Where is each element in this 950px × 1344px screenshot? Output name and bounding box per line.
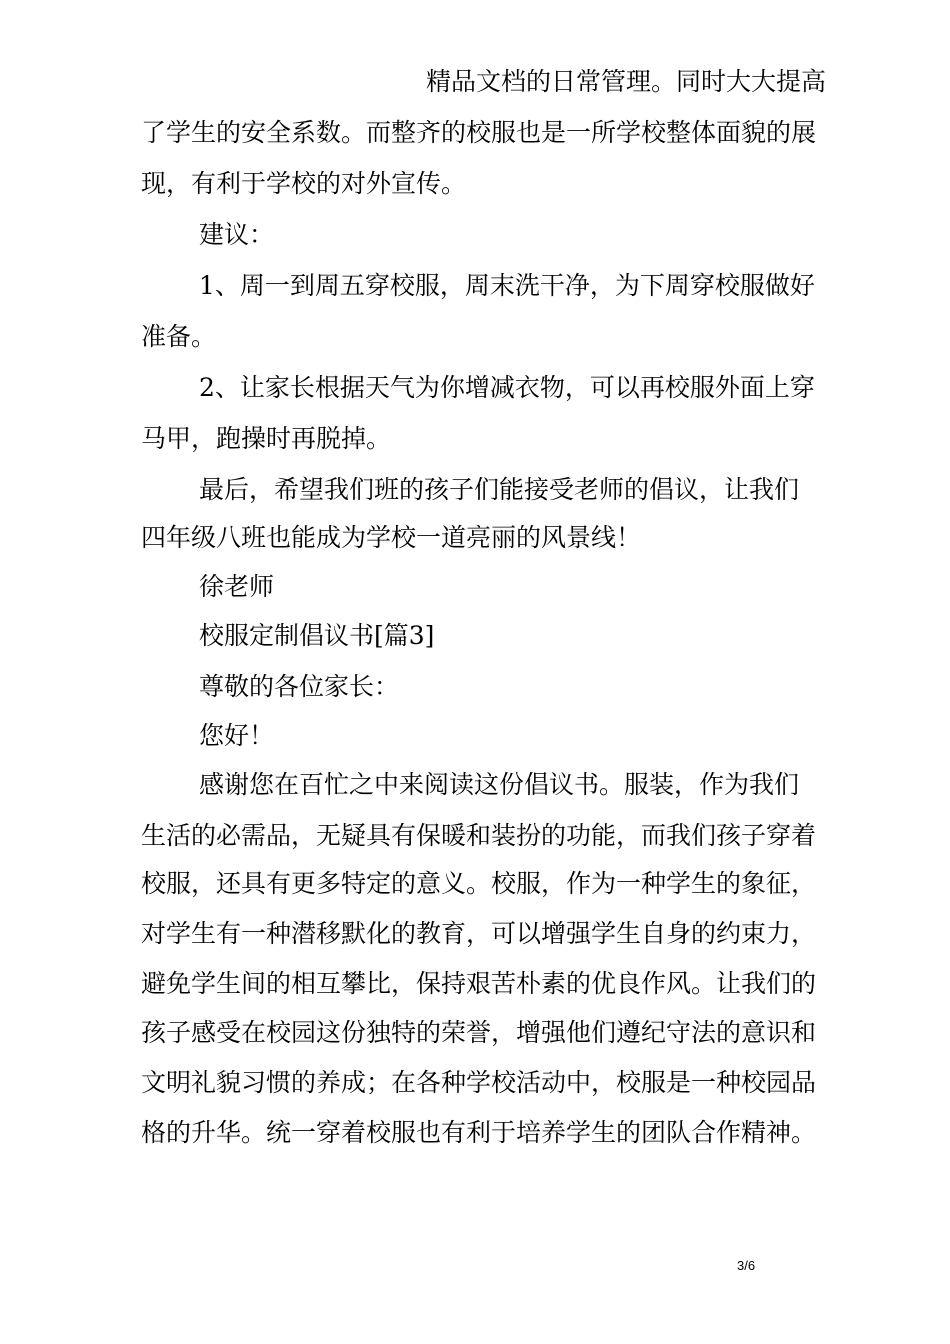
greeting: 您好！	[199, 721, 275, 750]
text-line: 四年级八班也能成为学校一道亮丽的风景线！	[141, 523, 642, 552]
text-line: 孩子感受在校园这份独特的荣誉，增强他们遵纪守法的意识和	[141, 1018, 817, 1047]
text-line: 文明礼貌习惯的养成；在各种学校活动中，校服是一种校园品	[141, 1068, 817, 1097]
text-line: 了学生的安全系数。而整齐的校服也是一所学校整体面貌的展	[141, 118, 817, 147]
text-line: 2、让家长根据天气为你增减衣物，可以再校服外面上穿	[199, 373, 815, 402]
text-line: 准备。	[141, 322, 217, 351]
text-line: 1、周一到周五穿校服，周末洗干净，为下周穿校服做好	[199, 271, 815, 300]
text-line: 马甲，跑操时再脱掉。	[141, 424, 392, 453]
text-line: 对学生有一种潜移默化的教育，可以增强学生自身的约束力，	[141, 919, 817, 948]
section-heading: 建议：	[199, 220, 275, 249]
text-line: 生活的必需品，无疑具有保暖和装扮的功能，而我们孩子穿着	[141, 821, 817, 850]
page-number: 3/6	[737, 1258, 756, 1273]
salutation: 尊敬的各位家长：	[199, 672, 400, 701]
text-line: 避免学生间的相互攀比，保持艰苦朴素的优良作风。让我们的	[141, 969, 817, 998]
text-line: 现，有利于学校的对外宣传。	[141, 169, 467, 198]
text-line: 格的升华。统一穿着校服也有利于培养学生的团队合作精神。	[141, 1118, 817, 1147]
text-line: 精品文档的日常管理。同时大大提高	[426, 67, 827, 96]
signature: 徐老师	[199, 572, 275, 601]
section-title: 校服定制倡议书[篇3]	[199, 621, 435, 650]
text-line: 感谢您在百忙之中来阅读这份倡议书。服装，作为我们	[199, 770, 800, 799]
text-line: 校服，还具有更多特定的意义。校服，作为一种学生的象征，	[141, 869, 817, 898]
text-line: 最后，希望我们班的孩子们能接受老师的倡议，让我们	[199, 475, 800, 504]
